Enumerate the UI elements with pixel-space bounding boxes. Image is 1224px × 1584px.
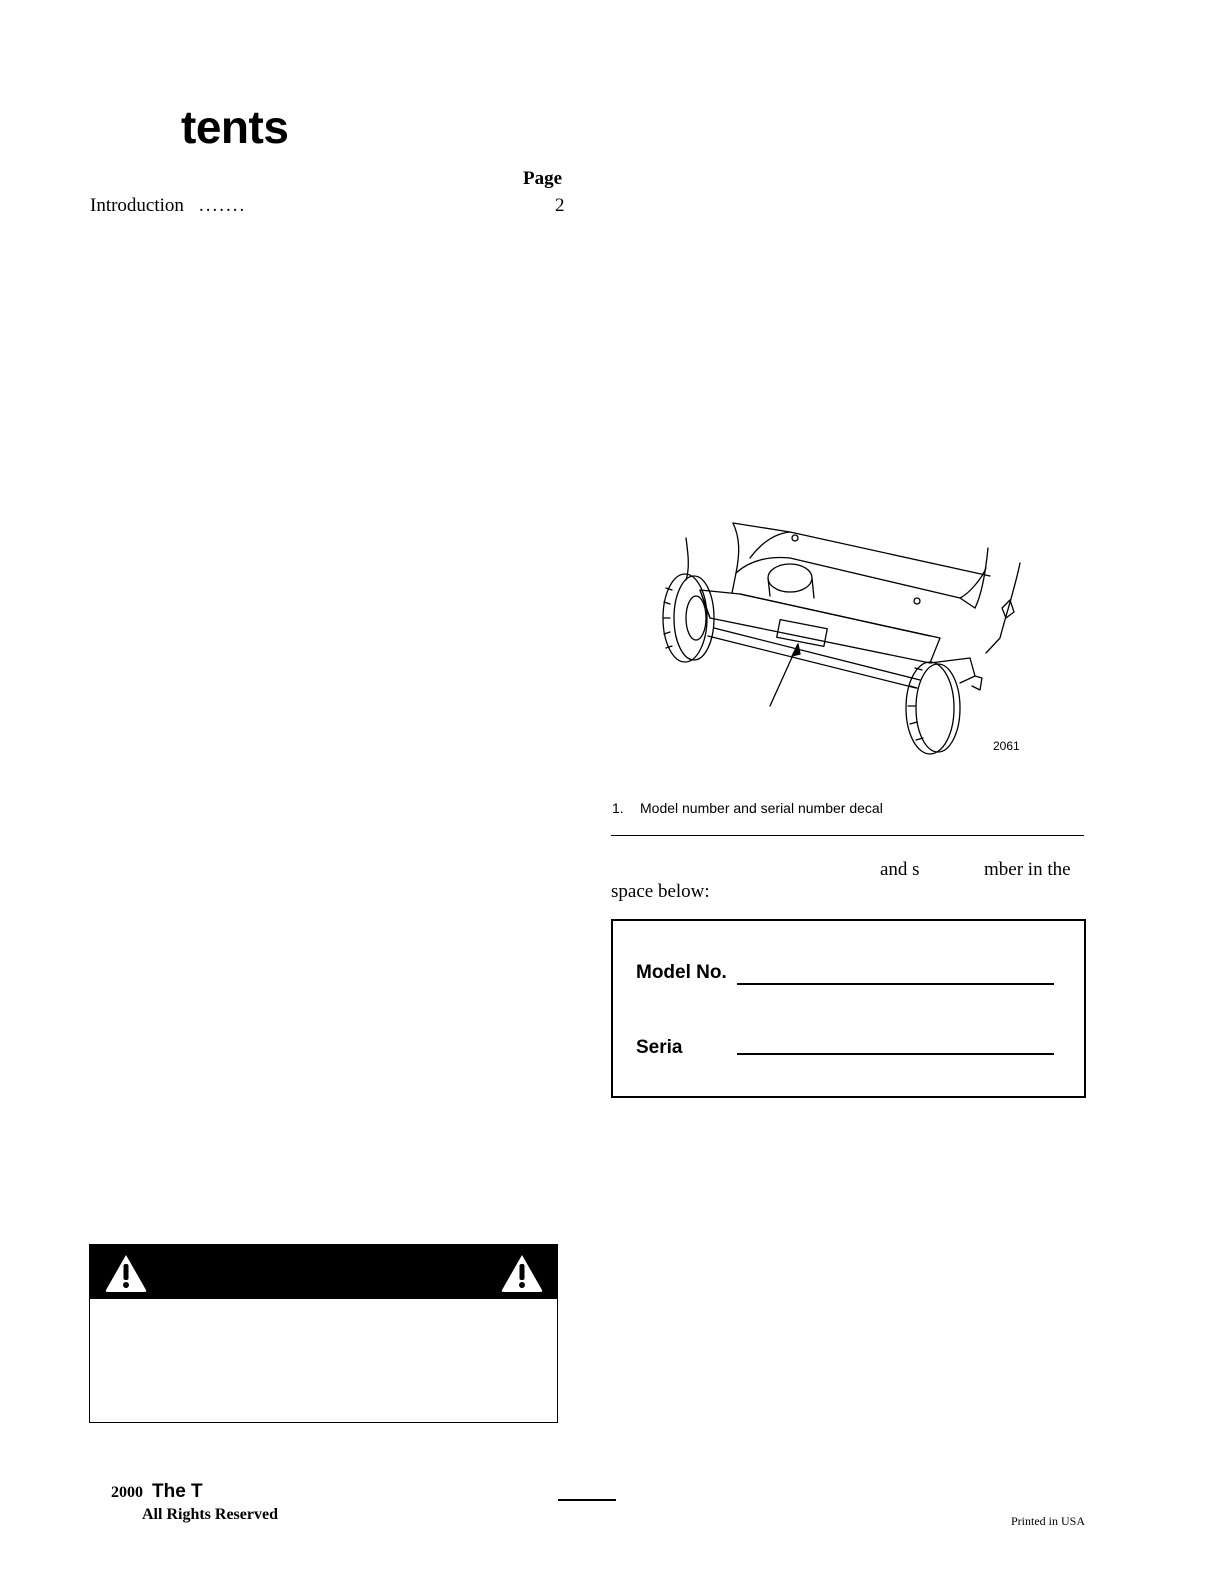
serial-number-label: Seria <box>636 1037 683 1058</box>
warning-triangle-icon <box>500 1253 544 1293</box>
toc-entry-label[interactable]: Introduction <box>90 195 184 216</box>
model-number-field[interactable] <box>737 983 1054 985</box>
record-instruction-fragment: mber in the <box>984 859 1071 880</box>
printed-in-label: Printed in USA <box>1011 1514 1086 1528</box>
figure-caption-number: 1. <box>612 800 624 816</box>
copyright-year: 2000 <box>111 1484 143 1501</box>
model-number-label: Model No. <box>636 962 727 983</box>
warning-triangle-icon <box>104 1253 148 1293</box>
rights-reserved: All Rights Reserved <box>142 1506 278 1523</box>
record-instruction-fragment: space below: <box>611 881 710 902</box>
toc-entry-leader: ....... <box>199 195 247 216</box>
model-serial-record-box <box>611 919 1086 1098</box>
toc-heading: tents <box>181 101 289 153</box>
mower-rear-axle-illustration <box>630 518 1030 758</box>
figure-caption-text: Model number and serial number decal <box>640 800 883 816</box>
record-instruction-fragment: and s <box>880 859 920 880</box>
caption-divider <box>611 835 1084 836</box>
toc-page-column-label: Page <box>523 168 563 189</box>
warning-header-bar <box>90 1245 557 1299</box>
warning-box <box>89 1244 558 1423</box>
figure-id: 2061 <box>993 739 1020 753</box>
serial-number-field[interactable] <box>737 1053 1054 1055</box>
footer-divider <box>558 1499 616 1501</box>
copyright-company: The T <box>152 1481 203 1502</box>
toc-entry-page[interactable]: 2 <box>555 195 565 216</box>
